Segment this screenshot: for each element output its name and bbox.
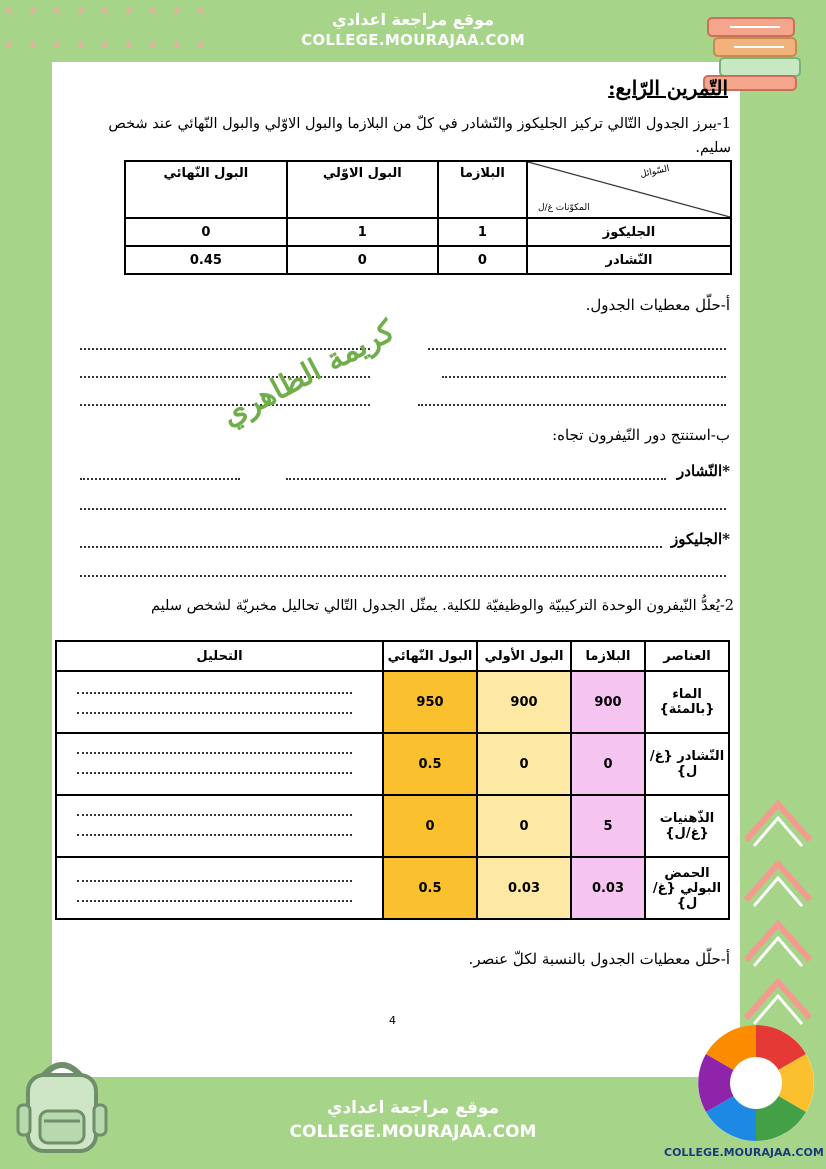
answer-line[interactable] bbox=[418, 404, 726, 406]
question-b-item-glucose: *الجليكوز bbox=[670, 530, 730, 548]
footer-logo-url[interactable]: COLLEGE.MOURAJAA.COM bbox=[664, 1146, 824, 1159]
table2-cell-final: 0.5 bbox=[383, 857, 477, 919]
table2-col-header: التحليل bbox=[56, 641, 383, 671]
table1-cell: 1 bbox=[438, 218, 527, 246]
table1-corner-cell bbox=[527, 161, 731, 218]
table1-cell: 0 bbox=[125, 218, 287, 246]
table-concentrations bbox=[124, 160, 732, 275]
question-2-text: 2-يُعدُّ النّيفرون الوحدة التركيبيّة والوظيفيّة للكلية. يمثّل الجدول التّالي تحاليل مخبريّة لشخص سليم bbox=[151, 598, 734, 614]
table2-row-label: الذّهنيات {غ/ل} bbox=[645, 795, 729, 857]
table-lab-analysis bbox=[55, 640, 730, 920]
signature-stamp: كريمة الظاهري bbox=[216, 313, 401, 434]
footer-site-name: موقع مراجعة اعدادي bbox=[326, 1098, 500, 1118]
table1-cell: 0 bbox=[287, 246, 438, 274]
chevron-up-icon bbox=[740, 850, 816, 910]
question-b-item-ammonia: *النّشادر bbox=[677, 462, 730, 480]
table2-row-label: الماء {بالمئة} bbox=[645, 671, 729, 733]
table1-col-header: البلازما bbox=[438, 161, 527, 218]
table2-col-header: البول الأولي bbox=[477, 641, 571, 671]
table1-cell: 0.45 bbox=[125, 246, 287, 274]
decorative-dots bbox=[6, 8, 206, 58]
table2-col-header: البول النّهائي bbox=[383, 641, 477, 671]
table2-row-label: النّشادر {غ/ل} bbox=[645, 733, 729, 795]
table1-corner-bottom: المكوّنات غ/ل bbox=[538, 203, 590, 213]
table-row bbox=[56, 671, 729, 733]
table2-analysis-cell[interactable] bbox=[56, 733, 383, 795]
question-2a-text: أ-حلّل معطيات الجدول بالنسبة لكلّ عنصر. bbox=[468, 950, 730, 968]
table1-corner-top: السّوائل bbox=[639, 164, 671, 180]
table2-cell-final: 950 bbox=[383, 671, 477, 733]
backpack-icon bbox=[14, 1055, 110, 1155]
table2-cell-plasma: 0.03 bbox=[571, 857, 645, 919]
table2-col-header: العناصر bbox=[645, 641, 729, 671]
chevron-up-icon bbox=[740, 968, 816, 1028]
footer-banner bbox=[262, 1080, 564, 1169]
page-number: 4 bbox=[389, 1014, 396, 1027]
table2-cell-plasma: 0 bbox=[571, 733, 645, 795]
table2-analysis-cell[interactable] bbox=[56, 857, 383, 919]
question-a-text: أ-حلّل معطيات الجدول. bbox=[585, 296, 730, 314]
answer-line[interactable] bbox=[428, 348, 726, 350]
frame-left bbox=[0, 0, 52, 1169]
exercise-title: التّمرين الرّابع: bbox=[608, 76, 728, 100]
answer-line[interactable] bbox=[80, 478, 240, 480]
answer-line[interactable] bbox=[80, 546, 662, 548]
table2-cell-primary: 0 bbox=[477, 733, 571, 795]
table1-row-label: الجليكوز bbox=[527, 218, 731, 246]
table2-col-header: البلازما bbox=[571, 641, 645, 671]
header-site-name: موقع مراجعة اعدادي bbox=[331, 10, 495, 29]
table2-cell-plasma: 900 bbox=[571, 671, 645, 733]
table1-cell: 1 bbox=[287, 218, 438, 246]
table2-cell-primary: 0 bbox=[477, 795, 571, 857]
table2-cell-final: 0 bbox=[383, 795, 477, 857]
table-row bbox=[125, 218, 731, 246]
question-1-text: 1-يبرز الجدول التّالي تركيز الجليكوز والنّشادر في كلّ من البلازما والبول الاوّلي والبول النّهائي عند شخص سليم. bbox=[108, 116, 731, 156]
table2-analysis-cell[interactable] bbox=[56, 671, 383, 733]
table1-col-header: البول الاوّلي bbox=[287, 161, 438, 218]
table1-cell: 0 bbox=[438, 246, 527, 274]
table2-cell-primary: 900 bbox=[477, 671, 571, 733]
school-logo-icon bbox=[694, 1022, 818, 1144]
answer-line[interactable] bbox=[80, 575, 726, 577]
table-row bbox=[56, 857, 729, 919]
answer-line[interactable] bbox=[80, 508, 726, 510]
chevron-up-icon bbox=[740, 790, 816, 850]
table-row bbox=[56, 795, 729, 857]
table2-row-label: الحمض البولي {غ/ل} bbox=[645, 857, 729, 919]
table2-cell-primary: 0.03 bbox=[477, 857, 571, 919]
answer-line[interactable] bbox=[442, 376, 726, 378]
answer-line[interactable] bbox=[286, 478, 666, 480]
table2-cell-final: 0.5 bbox=[383, 733, 477, 795]
table2-cell-plasma: 5 bbox=[571, 795, 645, 857]
table2-analysis-cell[interactable] bbox=[56, 795, 383, 857]
chevron-up-icon bbox=[740, 910, 816, 970]
table1-col-header: البول النّهائي bbox=[125, 161, 287, 218]
table-row bbox=[56, 733, 729, 795]
header-site-url[interactable]: COLLEGE.MOURAJAA.COM bbox=[301, 31, 525, 49]
table-row bbox=[125, 246, 731, 274]
footer-site-url[interactable]: COLLEGE.MOURAJAA.COM bbox=[289, 1122, 537, 1142]
table1-row-label: النّشادر bbox=[527, 246, 731, 274]
question-b-text: ب-استنتج دور النّيفرون تجاه: bbox=[552, 426, 730, 444]
header-banner bbox=[262, 0, 564, 58]
